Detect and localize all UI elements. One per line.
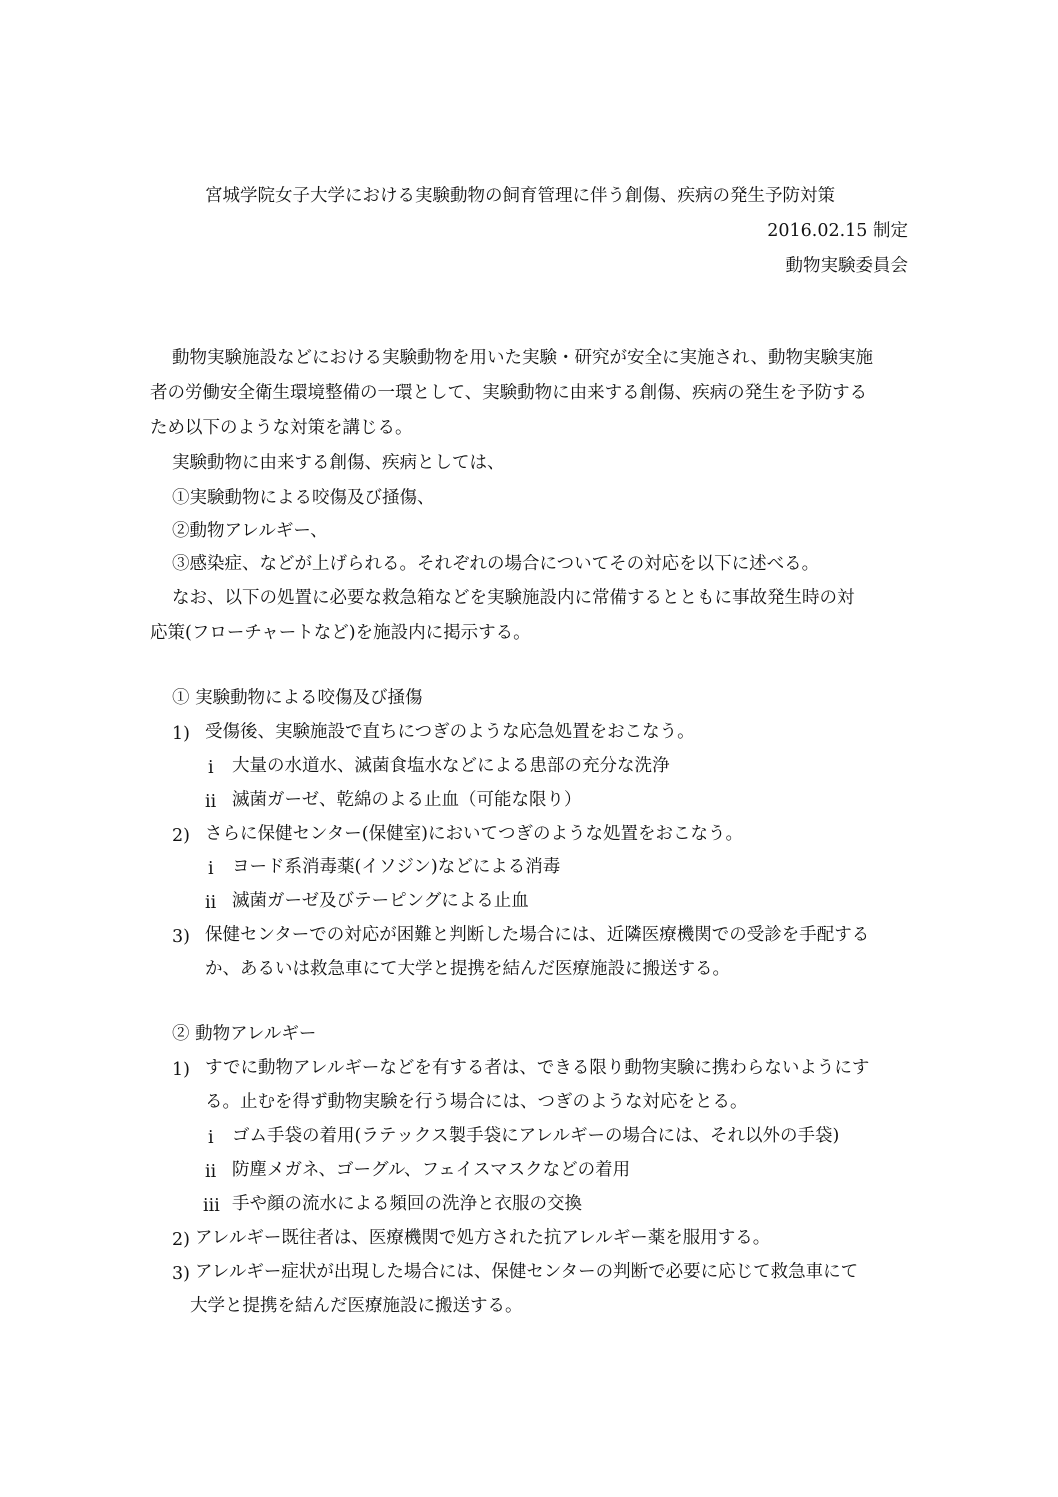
committee-name: 動物実験委員会 bbox=[785, 256, 908, 276]
intro-line: 実験動物に由来する創傷、疾病としては、 bbox=[172, 453, 505, 473]
list-item: か、あるいは救急車にて大学と提携を結んだ医療施設に搬送する。 bbox=[205, 959, 730, 979]
list-item: 滅菌ガーゼ、乾綿のよる止血（可能な限り） bbox=[232, 790, 582, 810]
section-heading-bite-injury: ① 実験動物による咬傷及び掻傷 bbox=[172, 688, 423, 708]
list-number: 1) bbox=[172, 1060, 190, 1080]
list-item: 受傷後、実験施設で直ちにつぎのような応急処置をおこなう。 bbox=[205, 722, 695, 742]
list-number: ⅰ bbox=[208, 859, 214, 879]
list-item: さらに保健センター(保健室)においてつぎのような処置をおこなう。 bbox=[205, 824, 743, 844]
list-item: 手や顔の流水による頻回の洗浄と衣服の交換 bbox=[232, 1194, 582, 1214]
intro-line: 応策(フローチャートなど)を施設内に掲示する。 bbox=[150, 623, 531, 643]
list-item: アレルギー既往者は、医療機関で処方された抗アレルギー薬を服用する。 bbox=[195, 1228, 771, 1248]
list-number: ⅱ bbox=[205, 792, 217, 812]
intro-line: ③感染症、などが上げられる。それぞれの場合についてその対応を以下に述べる。 bbox=[172, 554, 820, 574]
list-item: る。止むを得ず動物実験を行う場合には、つぎのような対応をとる。 bbox=[205, 1092, 748, 1112]
intro-line: 動物実験施設などにおける実験動物を用いた実験・研究が安全に実施され、動物実験実施 bbox=[172, 348, 874, 368]
list-number: 2) bbox=[172, 1230, 190, 1250]
list-item: アレルギー症状が出現した場合には、保健センターの判断で必要に応じて救急車にて bbox=[195, 1262, 859, 1282]
intro-line: 者の労働安全衛生環境整備の一環として、実験動物に由来する創傷、疾病の発生を予防する bbox=[150, 383, 868, 403]
list-item: 保健センターでの対応が困難と判断した場合には、近隣医療機関での受診を手配する bbox=[205, 925, 870, 945]
list-number: ⅰ bbox=[208, 1128, 214, 1148]
list-item: 防塵メガネ、ゴーグル、フェイスマスクなどの着用 bbox=[232, 1160, 631, 1180]
list-number: 3) bbox=[172, 1264, 190, 1284]
list-number: 2) bbox=[172, 826, 190, 846]
list-item: すでに動物アレルギーなどを有する者は、できる限り動物実験に携わらないようにす bbox=[205, 1058, 870, 1078]
list-number: ⅰ bbox=[208, 758, 214, 778]
intro-line: ①実験動物による咬傷及び掻傷、 bbox=[172, 488, 435, 508]
list-item: ゴム手袋の着用(ラテックス製手袋にアレルギーの場合には、それ以外の手袋) bbox=[232, 1126, 840, 1146]
document-title: 宮城学院女子大学における実験動物の飼育管理に伴う創傷、疾病の発生予防対策 bbox=[205, 186, 835, 206]
intro-line: ため以下のような対策を講じる。 bbox=[150, 418, 413, 438]
enactment-date: 2016.02.15 制定 bbox=[767, 221, 908, 241]
intro-line: なお、以下の処置に必要な救急箱などを実験施設内に常備するとともに事故発生時の対 bbox=[172, 588, 855, 608]
list-number: ⅲ bbox=[203, 1196, 220, 1216]
list-number: ⅱ bbox=[205, 1162, 217, 1182]
list-item: ヨード系消毒薬(イソジン)などによる消毒 bbox=[232, 857, 561, 877]
list-item: 大量の水道水、滅菌食塩水などによる患部の充分な洗浄 bbox=[232, 756, 670, 776]
list-item: 滅菌ガーゼ及びテーピングによる止血 bbox=[232, 891, 529, 911]
list-item: 大学と提携を結んだ医療施設に搬送する。 bbox=[190, 1296, 523, 1316]
list-number: 3) bbox=[172, 927, 190, 947]
list-number: 1) bbox=[172, 724, 190, 744]
section-heading-animal-allergy: ② 動物アレルギー bbox=[172, 1024, 317, 1044]
list-number: ⅱ bbox=[205, 893, 217, 913]
intro-line: ②動物アレルギー、 bbox=[172, 521, 328, 541]
